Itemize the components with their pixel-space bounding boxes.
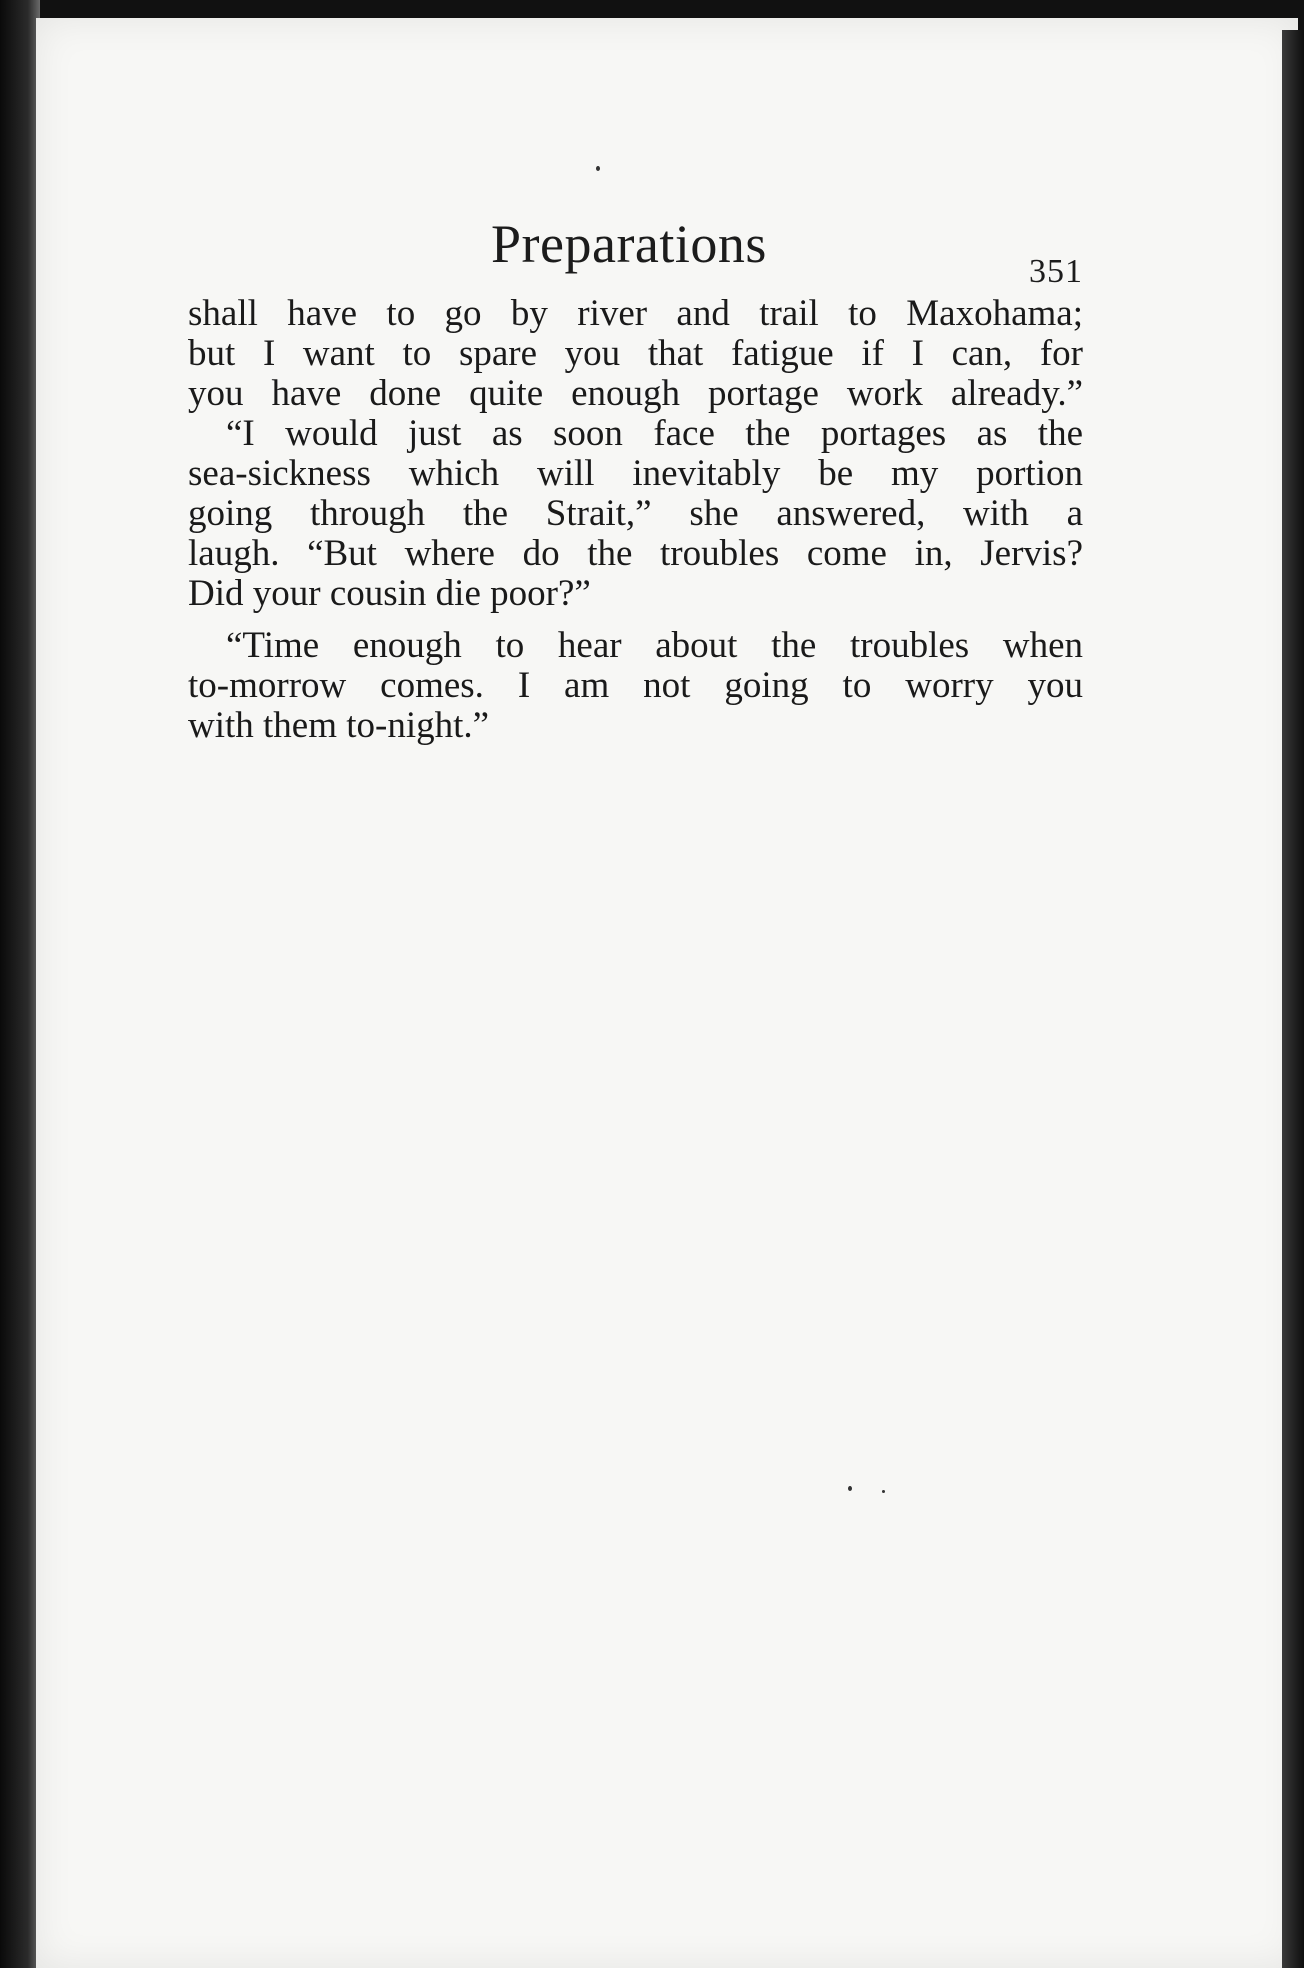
running-head bbox=[36, 213, 1298, 290]
text-line: going through the Strait,” she answered, with a bbox=[188, 493, 1083, 534]
text-line: shall have to go by river and trail to Maxohama; bbox=[188, 293, 1083, 334]
paragraph bbox=[188, 294, 1083, 414]
book-page bbox=[36, 18, 1298, 1968]
text-line: to-morrow comes. I am not going to worry you bbox=[188, 665, 1083, 706]
text-line: laugh. “But where do the troubles come in, Jervis? bbox=[188, 533, 1083, 574]
body-text bbox=[188, 294, 1083, 746]
book-binding-edge bbox=[1282, 30, 1304, 1968]
text-line: “I would just as soon face the portages as the bbox=[226, 413, 1083, 454]
text-line: “Time enough to hear about the troubles when bbox=[226, 625, 1083, 666]
text-line: Did your cousin die poor?” bbox=[188, 573, 591, 614]
paper-speck bbox=[596, 166, 600, 171]
running-title: Preparations bbox=[491, 214, 767, 274]
text-line: you have done quite enough portage work already.” bbox=[188, 373, 1083, 414]
paragraph bbox=[188, 414, 1083, 614]
text-line: with them to-night.” bbox=[188, 705, 490, 746]
paper-speck bbox=[882, 1490, 885, 1493]
paragraph bbox=[188, 626, 1083, 746]
book-left-edge bbox=[0, 0, 40, 1968]
page-number: 351 bbox=[1029, 253, 1083, 290]
text-line: sea-sickness which will inevitably be my portion bbox=[188, 453, 1083, 494]
text-line: but I want to spare you that fatigue if I can, for bbox=[188, 333, 1083, 374]
paper-speck bbox=[848, 1486, 852, 1491]
